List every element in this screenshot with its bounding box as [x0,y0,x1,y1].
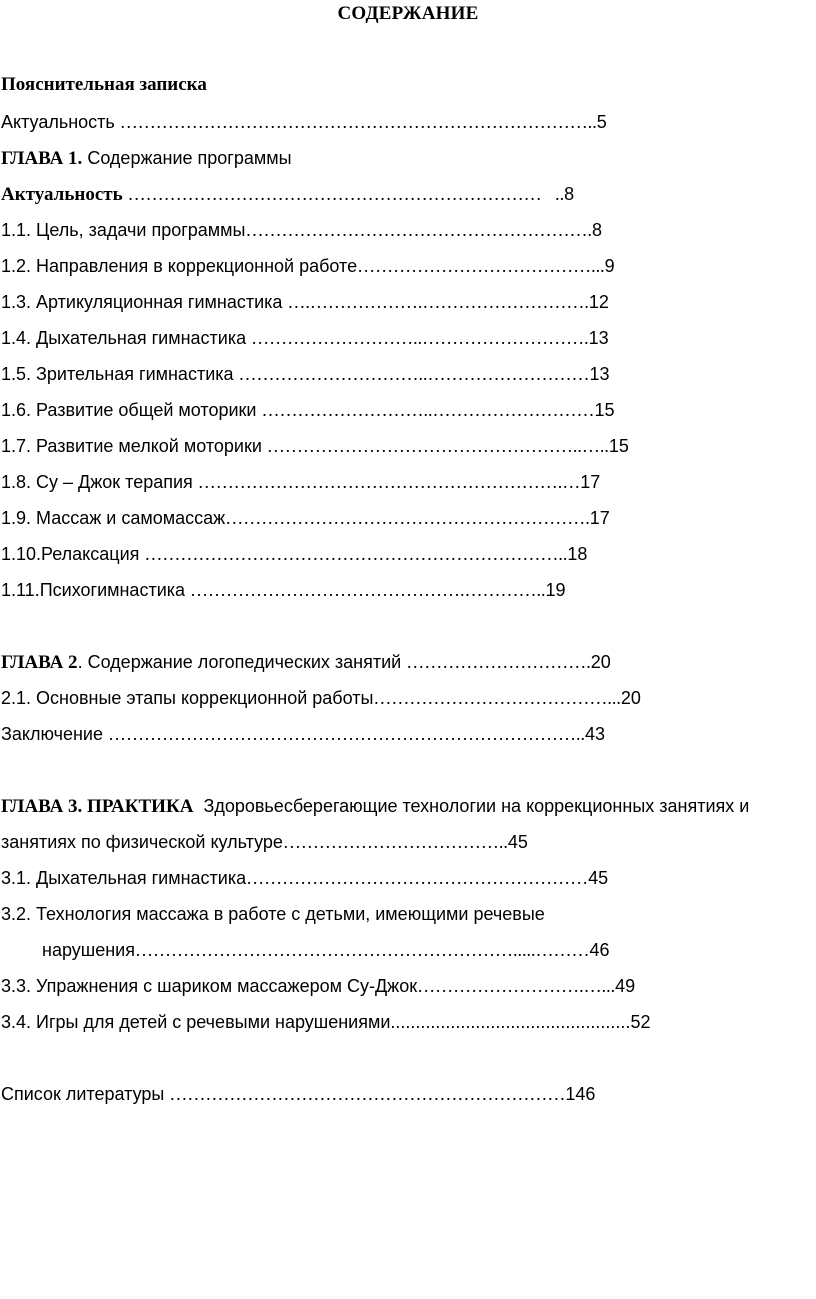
page-title: СОДЕРЖАНИЕ [337,3,479,24]
toc-entry-dots: …………………………. [406,652,591,672]
toc-entry [1,507,610,529]
toc-entry-text: 1.11.Психогимнастика [1,580,191,600]
toc-entry-text: 1.8. Су – Джок терапия [1,472,198,492]
toc-entry [1,687,641,709]
toc-entry-dots: …………………………..……………………… [238,364,590,384]
toc-entry-page: 15 [594,400,615,420]
toc-entry-dots: ……………………………….. [282,832,508,852]
toc-entry-dots: …………………………………………………………….. [144,544,568,564]
toc-entry-text: 1.2. Направления в коррекционной работе [1,256,358,276]
toc-entry-text: 1.5. Зрительная гимнастика [1,364,239,384]
toc-entry-page: 12 [588,292,609,312]
toc-entry-page: 9 [604,256,615,276]
toc-entry-page: 49 [615,976,636,996]
toc-entry-text: Заключение [1,724,108,744]
chapter-label: ГЛАВА 3. ПРАКТИКА [1,796,194,817]
toc-entry-text: 1.3. Артикуляционная гимнастика [1,292,288,312]
toc-entry-text: Список литературы [1,1084,170,1104]
toc-entry-text: Актуальность [1,112,120,132]
toc-entry-page: 13 [589,364,610,384]
chapter-title-continued: занятиях по физической культуре [1,832,283,852]
toc-entry-page: 20 [620,688,641,708]
explanatory-note-heading: Пояснительная записка [1,74,207,95]
toc-entry [1,363,610,385]
toc-entry-dots: ……………………………………………………….....……… [134,940,590,960]
toc-entry-text: 1.4. Дыхательная гимнастика [1,328,252,348]
toc-entry [1,543,587,565]
toc-entry-dots: …………………………………………………………………….. [119,112,597,132]
toc-entry [1,1011,650,1033]
toc-entry [1,831,528,853]
toc-entry-dots: …………………………………... [373,688,621,708]
toc-entry-dots: …………………………………………………….… [197,472,581,492]
toc-entry-dots: …………………………………………………. [245,220,592,240]
toc-entry-dots: ………………………………………………………… [169,1084,566,1104]
toc-entry [1,579,566,601]
toc-entry [1,327,609,349]
toc-entry-page: 13 [588,328,609,348]
toc-entry-dots: ….……………….………………………. [287,292,589,312]
toc-entry-page: 52 [630,1012,651,1032]
chapter-heading [1,651,611,674]
toc-entry-text: 2.1. Основные этапы коррекционной работы [1,688,374,708]
toc-entry-dots: ………………………..……………………… [261,400,595,420]
toc-entry-dots: ……………………………………………………. [225,508,590,528]
chapter-label: ГЛАВА 1. [1,148,83,169]
chapter-title: . Содержание логопедических занятий [77,652,407,672]
chapter-label: ГЛАВА 2 [1,652,78,673]
toc-entry-text: 3.4. Игры для детей с речевыми нарушениями [1,1012,391,1032]
toc-entry-text: 1.1. Цель, задачи программы [1,220,246,240]
toc-entry-text: 1.10.Релаксация [1,544,145,564]
toc-entry [1,723,605,745]
chapter-title: Здоровьесберегающие технологии на коррекционных занятиях и [193,796,750,816]
toc-entry-page: 8 [564,184,575,204]
toc-entry [1,903,545,925]
chapter-heading [1,795,749,818]
toc-entry-page: 19 [545,580,566,600]
toc-entry-page: 15 [608,436,629,456]
toc-entry [1,291,609,313]
toc-entry-text: нарушения [42,940,135,960]
toc-entry-dots: ……………………….…... [417,976,616,996]
toc-entry-dots: ……………………………………………..….. [266,436,609,456]
toc-entry-bibliography [1,1083,595,1105]
toc-entry [1,219,602,241]
toc-entry [1,111,607,133]
toc-entry-page: 5 [596,112,607,132]
toc-entry-text: 1.6. Развитие общей моторики [1,400,262,420]
toc-entry-text: 3.1. Дыхательная гимнастика [1,868,247,888]
toc-entry-dots: ………………………..………………………. [251,328,589,348]
toc-entry-dots: …………………………………………………………… .. [127,184,565,204]
toc-entry-page: 45 [588,868,609,888]
toc-entry-page: 8 [592,220,603,240]
toc-entry-page: 17 [580,472,601,492]
toc-entry-text: 1.9. Массаж и самомассаж [1,508,226,528]
toc-entry-text: 3.3. Упражнения с шариком массажером Су-Джок [1,976,418,996]
toc-entry-dots: ................................................ [390,1012,631,1032]
toc-entry-text: 3.2. Технология массажа в работе с детьми, имеющими речевые [1,904,545,924]
toc-entry [1,399,615,421]
toc-entry [1,471,600,493]
toc-entry [1,867,608,889]
toc-entry-bold-text: Актуальность [1,184,123,205]
toc-entry-page: 18 [567,544,588,564]
toc-entry-dots: …………………………………... [357,256,605,276]
toc-entry [1,435,629,457]
toc-entry-page: 43 [584,724,605,744]
toc-entry-text: 1.7. Развитие мелкой моторики [1,436,267,456]
toc-entry-page: 46 [589,940,610,960]
toc-entry-page: 20 [590,652,611,672]
toc-entry [1,255,615,277]
toc-entry-dots: ……………………………………….………….. [190,580,546,600]
toc-entry [1,975,635,997]
toc-entry [1,183,574,206]
toc-entry [42,939,609,961]
chapter-title: Содержание программы [82,148,292,168]
toc-entry-dots: …………………………………………………………………….. [107,724,585,744]
toc-entry-dots: ………………………………………………… [246,868,589,888]
toc-entry-page: 45 [507,832,528,852]
toc-entry-page: 146 [565,1084,596,1104]
toc-entry-page: 17 [589,508,610,528]
chapter-heading [1,147,292,170]
